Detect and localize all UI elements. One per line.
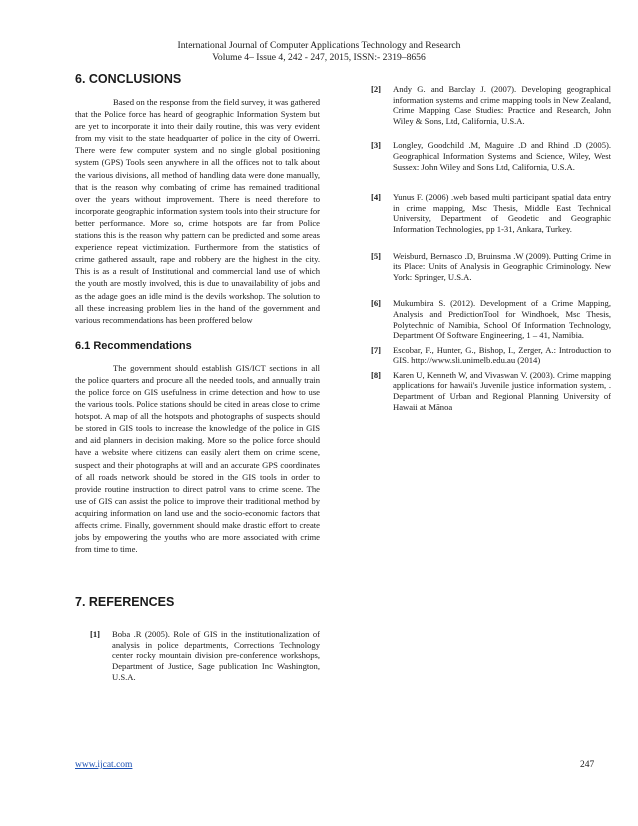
conclusions-paragraph: Based on the response from the field survey, it was gathered that the Police force has heard of geographic Information System but are yet to incorporate it into their daily routine, this was very evident from my visit to the state headquarter of police in the city of Owerri. There were few computer system and no single global positioning system (GPS) Tools seen anywhere in all the offices not to talk about the various divisions, all method of handling data were done manually, that is the reason why combating of crime has remained traditional over the years without improvement. There is need therefore to incorporate geographic information system tools into their structure for better performance. More so, crime hotspots are far from Police stations this is the reason why pattern can be predicted and some areas experience repeat victimization. Furthermore from the statistics of crime gathered assault, rape and robbery are the highest in the city. This is as a result of Institutional and commercial land use of which the youth are mostly involved, this is due to unavailability of jobs and as the adage goes an idle mind is the devils workshop. The solution to all these increasing problem lies in the hand of the government and various recommendations has been proffered below [75,97,320,325]
reference-item-2 [371,84,611,126]
left-column [75,72,320,682]
reference-number: [3] [371,140,382,151]
recommendations-heading: 6.1 Recommendations [75,339,192,352]
reference-item-3 [371,140,611,172]
journal-volume: Volume 4– Issue 4, 242 - 247, 2015, ISSN:- 2319–8656 [212,52,426,63]
reference-text: Karen U, Kenneth W, and Vivaswan V. (2003). Crime mapping applications for hawaii's Juvenile justice information system, . Department of Urban and Regional Planning University of Hawaii at Mānoa [393,369,611,412]
recommendations-paragraph: The government should establish GIS/ICT sections in all the police quarters and procure all the needed tools, and annually train the police force on GIS usefulness in crime detection and how to use the various tools. Police stations should be cited in areas close to crime hotspot. A map of all the hotspots and photographs of suspects should be stored in GIS tools to increase the knowledge of the police in GIS and aid planners in decision making. More so the police force should have a website where citizens can easily alert them on crime scene, suspect and their photographs at will and an accurate GPS coordinates of all roads network should be stored in the GIS tools in order to provide routine instruction to direct patrol vans to crime scene. The use of GIS can assist the police to improve their traditional method by acquiring information on land use and the socio-economic factors that affects crime. Finally, government should make drastic effort to create jobs by empowering the youths who are more associated with crime from time to time. [75,362,320,555]
right-column [371,84,611,412]
reference-text: Weisburd, Bernasco .D, Bruinsma .W (2009). Putting Crime in its Place: Units of Analysis in Geographic Criminology. New York: Springer, U.S.A. [393,250,611,282]
journal-website-link[interactable]: www.ijcat.com [75,760,133,770]
reference-number: [6] [371,298,382,309]
reference-text: Yunus F. (2006) .web based multi participant spatial data entry in crime mapping, Msc Thesis, Middle East Technical University, Department of Geodetic and Geographic Information Technologies, pp 1-31, Ankara, Turkey. [393,192,611,234]
reference-item-1 [90,629,320,682]
references-heading: 7. REFERENCES [75,595,175,610]
reference-number: [1] [90,629,101,640]
page-number: 247 [580,760,595,770]
reference-number: [2] [371,84,382,94]
reference-number: [4] [371,192,382,203]
reference-item-4 [371,192,611,234]
reference-number: [7] [371,344,382,355]
reference-item-5 [371,251,611,283]
journal-header [0,40,638,64]
journal-title: International Journal of Computer Applications Technology and Research [177,40,461,51]
reference-text: Andy G. and Barclay J. (2007). Developing geographical information systems and crime mapping tools in New Zealand, Crime Mapping Case Studies: Practice and Research, John Wiley & Sons, Ltd, California, U.S.A. [393,84,611,126]
reference-text: Escobar, F., Hunter, G., Bishop, I., Zerger, A.: Introduction to GIS. http://www.sli.unimelb.edu.au (2014) [393,344,611,366]
reference-number: [8] [371,369,382,380]
reference-text: Mukumbira S. (2012). Development of a Crime Mapping, Analysis and PredictionTool for Windhoek, Msc Thesis, Polytechnic of Namibia, School Of Information Technology, Department Of Software Engineering, 1 – 41, Namibia. [393,298,611,341]
reference-text: Longley, Goodchild .M, Maguire .D and Rhind .D (2005). Geographical Information Systems and Science, Wiley, West Sussex: John Wiley and Sons Ltd, California, U.S.A. [393,140,611,172]
reference-item-7 [371,345,611,366]
reference-text: Boba .R (2005). Role of GIS in the institutionalization of analysis in police departments, Corrections Technology center rocky mountain division pre-conference workshops, Department of Justice, Sage publication Inc Washington, U.S.A. [112,629,320,682]
conclusions-heading: 6. CONCLUSIONS [75,72,182,86]
reference-item-6 [371,298,611,340]
reference-item-8 [371,370,611,412]
reference-number: [5] [371,250,382,261]
